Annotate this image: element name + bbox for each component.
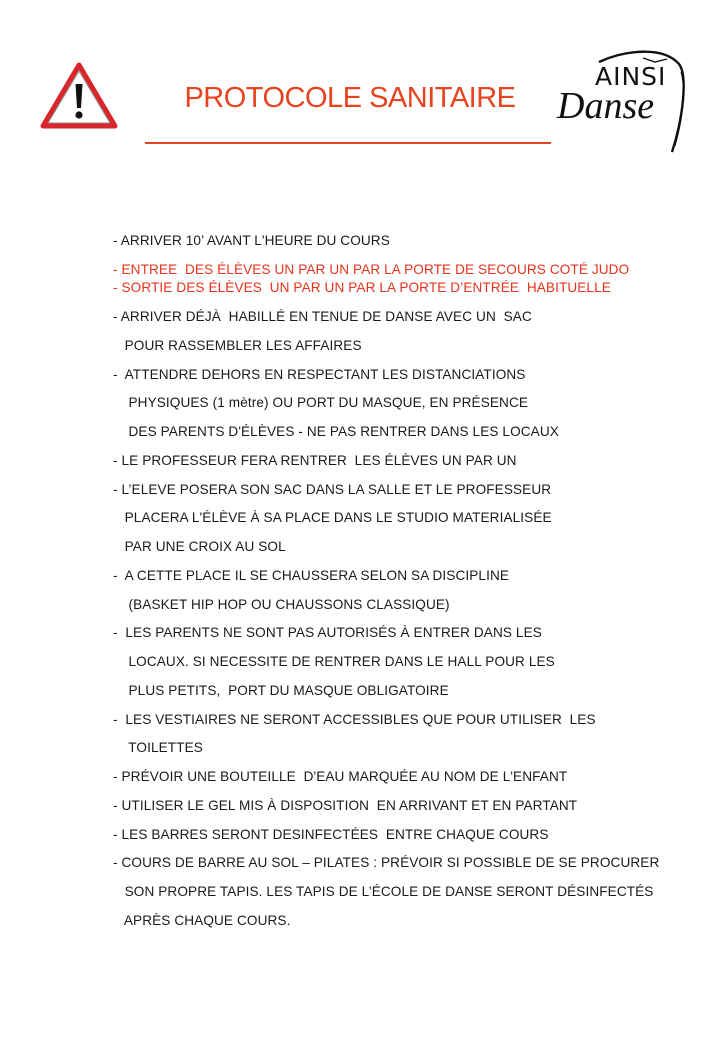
list-item: SON PROPRE TAPIS. LES TAPIS DE L’ÉCOLE DE DANSE SERONT DÉSINFECTÉS [113, 884, 654, 899]
title-underline [145, 142, 551, 144]
list-item: DES PARENTS D'ÉLÈVES - NE PAS RENTRER DANS LES LOCAUX [113, 424, 559, 439]
ainsi-danse-logo [555, 48, 690, 158]
list-item: - LES PARENTS NE SONT PAS AUTORISÉS À ENTRER DANS LES [113, 625, 542, 640]
list-item: - ARRIVER 10’ AVANT L'HEURE DU COURS [113, 233, 390, 248]
list-item: PHYSIQUES (1 mètre) OU PORT DU MASQUE, EN PRÉSENCE [113, 395, 529, 410]
list-item: PAR UNE CROIX AU SOL [113, 539, 286, 554]
list-item: - UTILISER LE GEL MIS À DISPOSITION EN ARRIVANT ET EN PARTANT [113, 798, 578, 813]
list-item: - ARRIVER DÉJÀ HABILLÉ EN TENUE DE DANSE AVEC UN SAC [113, 309, 532, 324]
list-item: - LES VESTIAIRES NE SERONT ACCESSIBLES QUE POUR UTILISER LES [113, 712, 596, 727]
logo-text-ainsi: AINSI [595, 62, 667, 91]
list-item: PLUS PETITS, PORT DU MASQUE OBLIGATOIRE [113, 683, 449, 698]
list-item: PLACERA L'ÉLÈVE À SA PLACE DANS LE STUDIO MATERIALISÉE [113, 510, 552, 525]
list-item: - LES BARRES SERONT DESINFECTÉES ENTRE CHAQUE COURS [113, 827, 549, 842]
list-item: - L’ELEVE POSERA SON SAC DANS LA SALLE ET LE PROFESSEUR [113, 482, 552, 497]
list-item: POUR RASSEMBLER LES AFFAIRES [113, 338, 362, 353]
list-item: - PRÉVOIR UNE BOUTEILLE D'EAU MARQUÉE AU NOM DE L'ENFANT [113, 769, 568, 784]
list-item: - ENTREE DES ÉLÈVES UN PAR UN PAR LA PORTE DE SECOURS COTÉ JUDO [113, 262, 630, 277]
list-item: TOILETTES [113, 740, 203, 755]
list-item: APRÈS CHAQUE COURS. [113, 913, 291, 928]
list-item: - ATTENDRE DEHORS EN RESPECTANT LES DISTANCIATIONS [113, 367, 526, 382]
page-title: PROTOCOLE SANITAIRE [184, 82, 516, 114]
list-item: - LE PROFESSEUR FERA RENTRER LES ÉLÈVES UN PAR UN [113, 453, 517, 468]
list-item: - SORTIE DES ÉLÈVES UN PAR UN PAR LA PORTE D’ENTRÉE HABITUELLE [113, 280, 611, 295]
list-item: - A CETTE PLACE IL SE CHAUSSERA SELON SA DISCIPLINE [113, 568, 510, 583]
list-item: - COURS DE BARRE AU SOL – PILATES : PRÉVOIR SI POSSIBLE DE SE PROCURER [113, 855, 660, 870]
list-item: (BASKET HIP HOP OU CHAUSSONS CLASSIQUE) [113, 597, 450, 612]
logo-text-danse: Danse [557, 85, 655, 127]
list-item: LOCAUX. SI NECESSITE DE RENTRER DANS LE HALL POUR LES [113, 654, 555, 669]
warning-triangle-icon [40, 62, 118, 130]
